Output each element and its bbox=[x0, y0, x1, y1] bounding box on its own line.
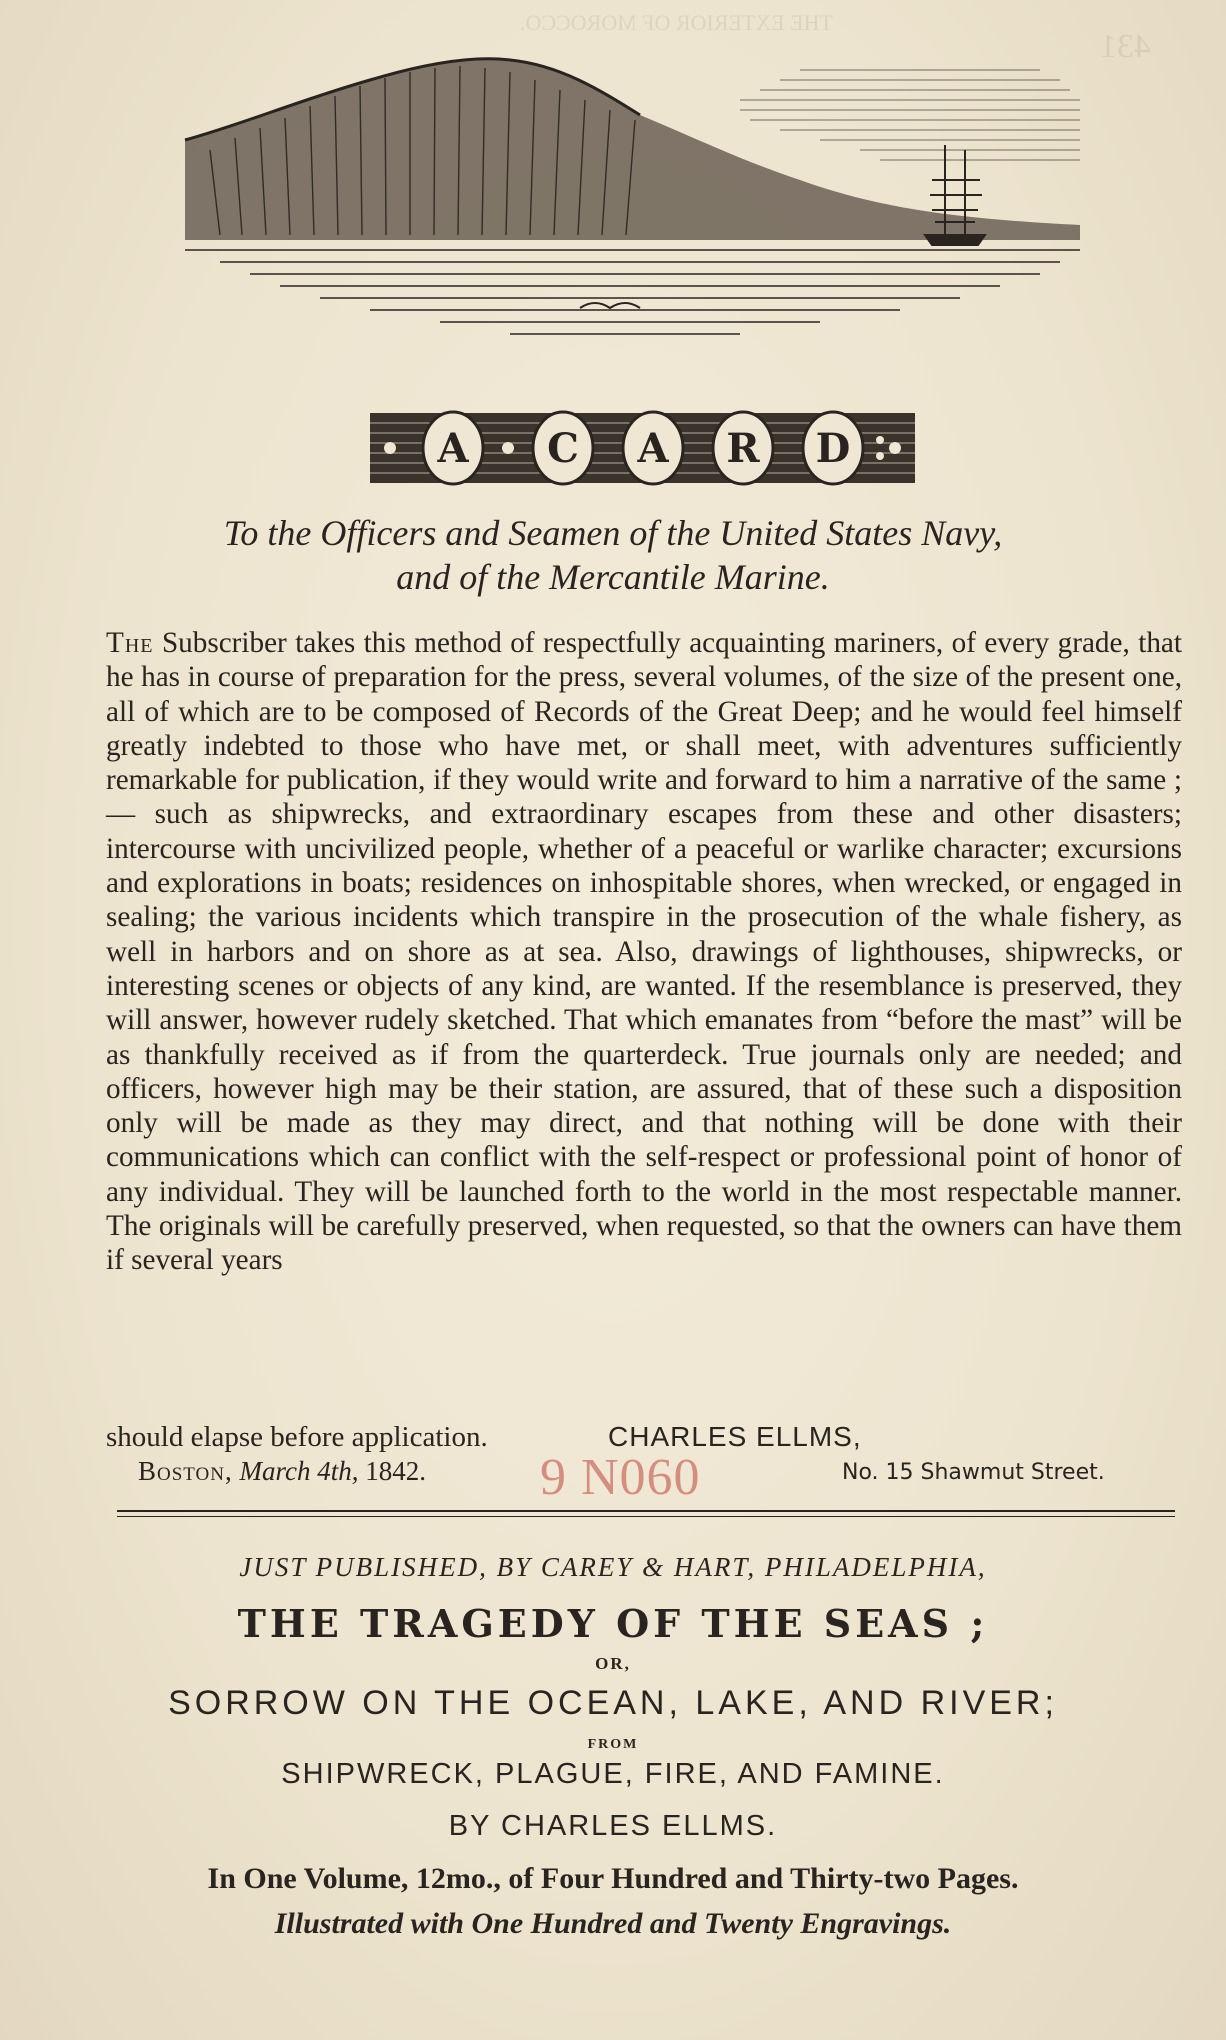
divider-rule-top bbox=[117, 1510, 1175, 1512]
dateline-date: March 4th, bbox=[239, 1456, 359, 1486]
book-causes: SHIPWRECK, PLAGUE, FIRE, AND FAMINE. bbox=[281, 1758, 945, 1790]
publisher-line: JUST PUBLISHED, BY CAREY & HART, PHILADELPHIA, bbox=[239, 1552, 987, 1582]
dateline bbox=[138, 1456, 426, 1487]
banner-letter: R bbox=[726, 425, 760, 472]
book-title: THE TRAGEDY OF THE SEAS ; bbox=[237, 1601, 989, 1646]
signature-name: CHARLES ELLMS, bbox=[608, 1421, 862, 1452]
book-illustrations-info: Illustrated with One Hundred and Twenty Engravings. bbox=[274, 1907, 952, 1940]
a-card-ornamental-banner bbox=[370, 405, 915, 490]
dateline-city: Boston, bbox=[138, 1456, 233, 1486]
book-volume-info: In One Volume, 12mo., of Four Hundred and Thirty-two Pages. bbox=[207, 1862, 1019, 1895]
book-author: BY CHARLES ELLMS. bbox=[448, 1810, 778, 1842]
bleed-through-running-head: THE EXTERIOR OF MOROCCO. bbox=[520, 10, 833, 35]
body-lead-word: The bbox=[106, 627, 154, 659]
dateline-year: 1842. bbox=[365, 1456, 426, 1486]
card-body-paragraph bbox=[106, 626, 1182, 1278]
from-connector: FROM bbox=[587, 1737, 639, 1752]
book-subtitle: SORROW ON THE OCEAN, LAKE, AND RIVER; bbox=[168, 1684, 1058, 1722]
banner-letter: C bbox=[547, 425, 579, 472]
divider-rule-bottom bbox=[117, 1516, 1175, 1517]
coastal-cliff-with-sailing-ship-engraving bbox=[180, 40, 1100, 360]
banner-letter: A bbox=[437, 425, 469, 472]
library-stamp: 9 N060 bbox=[540, 1449, 701, 1506]
heading-line-2: and of the Mercantile Marine. bbox=[396, 557, 830, 597]
heading-line-1: To the Officers and Seamen of the United States Navy, bbox=[223, 513, 1003, 553]
banner-letter: A bbox=[637, 425, 669, 472]
body-last-line: should elapse before application. bbox=[106, 1421, 488, 1453]
banner-letter: D bbox=[815, 425, 851, 472]
bleed-through-page-number: 431 bbox=[1100, 28, 1151, 65]
body-text: Subscriber takes this method of respectfully acquainting mariners, of every grade, that he has in course of preparation for the press, several volumes, of the size of the present one, all of which are to be composed of Records of the Great Deep; and he would feel himself greatly indebted to those who have met, or shall meet, with adventures sufficiently remarkable for publication, if they would write and forward to him a narrative of the same ; — such as shipwrecks, and extraordinary escapes from these and other disasters; intercourse with uncivilized people, whether of a peaceful or warlike character; excursions and explorations in boats; residences on inhospitable shores, when wrecked, or engaged in sealing; the various incidents which transpire in the prosecution of the whale fishery, as well in harbors and on shore as at sea. Also, drawings of lighthouses, shipwrecks, or interesting scenes or objects of any kind, are wanted. If the resemblance is preserved, they will answer, however rudely sketched. That which emanates from “before the mast” will be as thankfully received as if from the quarterdeck. True journals only are needed; and officers, however high may be their station, are assured, that of these such a disposition only will be made as they may direct, and that nothing will be done with their communications which can conflict with the self-respect or professional point of honor of any individual. They will be launched forth to the world in the most respectable manner. The originals will be carefully preserved, when requested, so that the owners can have them if several years bbox=[106, 627, 1182, 1277]
or-connector: OR, bbox=[595, 1654, 631, 1673]
signature-address: No. 15 Shawmut Street. bbox=[842, 1460, 1105, 1485]
